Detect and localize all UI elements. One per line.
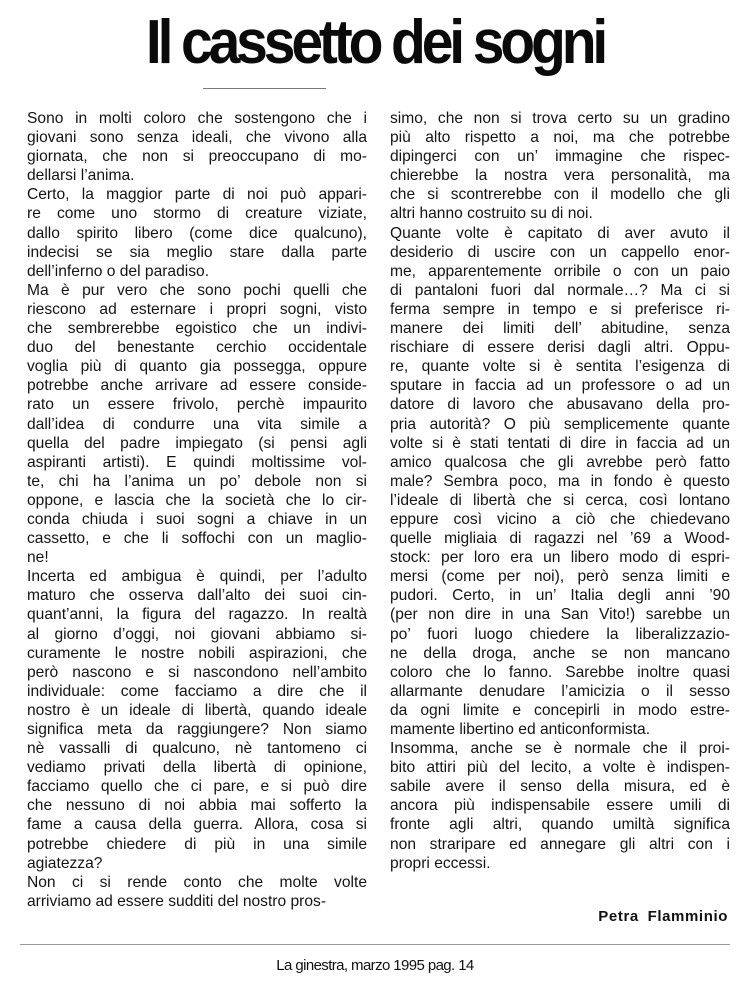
text-line: potrebbe chiedere di più in una simile	[27, 835, 367, 853]
text-line: pudori. Certo, in un’ Italia degli anni ’90	[390, 587, 730, 605]
text-line: Non ci si rende conto che molte volte	[27, 873, 367, 891]
text-line: agiatezza?	[27, 854, 103, 872]
text-line: da ogni limite e concepirli in modo estre-	[390, 701, 730, 719]
text-line: potrebbe anche arrivare ad essere conside-	[27, 377, 367, 395]
text-line: voglia più di quanto gia possegga, oppure	[27, 358, 367, 376]
text-line: oppone, e lascia che la società che lo cir-	[27, 491, 367, 509]
text-line: stock: per loro era un libero modo di espri-	[390, 549, 730, 567]
text-line: rischiare di essere derisi dagli altri. Oppu-	[390, 339, 730, 357]
text-line: datore di lavoro che abusavano della pro-	[390, 396, 730, 414]
text-line: maturo che osserva dall’alto dei suoi cin-	[27, 587, 367, 605]
text-line: re, quante volte si è sentita l’esigenza di	[390, 358, 730, 376]
article-column-right	[390, 109, 730, 873]
text-line: Quante volte è capitato di aver avuto il	[390, 224, 730, 242]
text-line: l’ideale di libertà che si cerca, così lontano	[390, 491, 730, 509]
text-line: Insomma, anche se è normale che il proi-	[390, 740, 730, 758]
text-line: vediamo privati della libertà di opinione,	[27, 759, 367, 777]
article-column-left	[27, 109, 367, 911]
text-line: mersi (come per noi), però senza limiti e	[390, 568, 730, 586]
text-line: cassetto, e che li soffochi con un maglio-	[27, 530, 367, 548]
text-line: riescono ad esternare i propri sogni, visto	[27, 300, 367, 318]
text-line: re come uno stormo di creature viziate,	[27, 205, 367, 223]
text-line: individuale: come facciamo a dire che il	[27, 682, 367, 700]
text-line: dell’inferno o del paradiso.	[27, 262, 210, 280]
text-line: bito attiri più del lecito, a volte è indispen-	[390, 759, 730, 777]
text-line: di pantaloni fuori dal normale…? Ma ci si	[390, 281, 730, 299]
text-line: (per non dire in una San Vito!) sarebbe un	[390, 606, 730, 624]
text-line: non straripare ed annegare gli altri con i	[390, 835, 730, 853]
text-line: sputare in faccia ad un professore o ad un	[390, 377, 730, 395]
text-line: nostro è un ideale di libertà, quando ideale	[27, 701, 367, 719]
text-line: aspiranti artisti). E quindi moltissime vol-	[27, 453, 367, 471]
text-line: duo del benestante cerchio occidentale	[27, 339, 367, 357]
text-line: dall’idea di condurre una vita simile a	[27, 415, 367, 433]
title-divider	[203, 88, 326, 89]
text-line: desiderio di uscire con un cappello enor-	[390, 243, 730, 261]
text-line: po’ fuori luogo chiedere la liberalizzazio-	[390, 625, 730, 643]
text-line: facciamo quello che ci pare, e si può dire	[27, 778, 367, 796]
text-line: dallo spirito libero (come dice qualcuno),	[27, 224, 367, 242]
text-line: coloro che lo fanno. Sarebbe inoltre quasi	[390, 663, 730, 681]
text-line: che si scontrerebbe con il modello che gli	[390, 186, 730, 204]
text-line: giovani sono senza ideali, che vivono alla	[27, 129, 367, 147]
text-line: propri eccessi.	[390, 854, 491, 872]
text-line: che nessuno di noi abbia mai sofferto la	[27, 797, 367, 815]
text-line: altri hanno costruito su di noi.	[390, 205, 593, 223]
text-line: chierebbe la nostra vera personalità, ma	[390, 167, 730, 185]
text-line: allarmante denudare l’amicizia o il sesso	[390, 682, 730, 700]
text-line: Incerta ed ambigua è quindi, per l’adulto	[27, 568, 367, 586]
text-line: mamente libertino ed anticonformista.	[390, 721, 651, 738]
text-line: giornata, che non si preoccupano di mo-	[27, 148, 367, 166]
text-line: te, chi ha l’anima un po’ debole non si	[27, 472, 367, 490]
text-line: quelle migliaia di ragazzi nel ’69 a Wood-	[390, 530, 730, 548]
author-signature: Petra Flamminio	[598, 908, 728, 925]
text-line: che sembrerebbe egoistico che un indivi-	[27, 320, 367, 338]
text-line: conda chiuda i suoi sogni a chiave in un	[27, 510, 367, 528]
text-line: rato un essere frivolo, perchè impaurito	[27, 396, 367, 414]
text-line: dellarsi l’anima.	[27, 167, 135, 185]
text-line: ferma sempre in tempo e si preferisce ri-	[390, 300, 730, 318]
text-line: eppure così vicino a ciò che chiedevano	[390, 510, 730, 528]
text-line: ne!	[27, 549, 49, 567]
text-line: Ma è pur vero che sono pochi quelli che	[27, 281, 367, 299]
text-line: amico qualcosa che gli avrebbe però fatto	[390, 453, 730, 471]
text-line: Sono in molti coloro che sostengono che i	[27, 110, 367, 127]
text-line: significa meta da raggiungere? Non siamo	[27, 721, 367, 738]
text-line: però nascono e si nascondono nell’ambito	[27, 663, 367, 681]
text-line: arriviamo ad essere sudditi del nostro pros-	[27, 892, 327, 910]
text-line: curamente le nostre nobili aspirazioni, che	[27, 644, 367, 662]
text-line: nè vassalli di qualcuno, nè tantomeno ci	[27, 740, 367, 758]
text-line: quella del padre impiegato (si pensi agli	[27, 434, 367, 452]
text-line: me, apparentemente orribile o con un paio	[390, 262, 730, 280]
text-line: pria autorità? O più semplicemente quante	[390, 415, 730, 433]
text-line: dipingerci con un’ immagine che rispec-	[390, 148, 730, 166]
text-line: manere dei limiti dell’ abitudine, senza	[390, 320, 730, 338]
text-line: male? Sembra poco, ma in fondo è questo	[390, 472, 730, 490]
article-title: Il cassetto dei sogni	[145, 8, 605, 77]
text-line: ne della droga, anche se non mancano	[390, 644, 730, 662]
text-line: al giorno d’oggi, noi giovani abbiamo si-	[27, 625, 367, 643]
footer-divider	[20, 944, 730, 945]
page-footer: La ginestra, marzo 1995 pag. 14	[276, 957, 474, 974]
text-line: Certo, la maggior parte di noi può appari-	[27, 186, 367, 204]
text-line: quant’anni, la figura del ragazzo. In realtà	[27, 606, 367, 624]
text-line: fame a causa della guerra. Allora, cosa si	[27, 816, 367, 834]
text-line: sabile avere il senso della misura, ed è	[390, 778, 730, 796]
text-line: simo, che non si trova certo su un gradino	[390, 110, 730, 127]
text-line: fronte agli altri, quando umiltà significa	[390, 816, 730, 834]
text-line: indecisi se sia meglio stare dalla parte	[27, 243, 367, 261]
text-line: ancora più indispensabile essere umili di	[390, 797, 730, 815]
text-line: più alto rispetto a noi, ma che potrebbe	[390, 129, 730, 147]
text-line: volte si è stati tentati di dire in faccia ad un	[390, 434, 730, 452]
